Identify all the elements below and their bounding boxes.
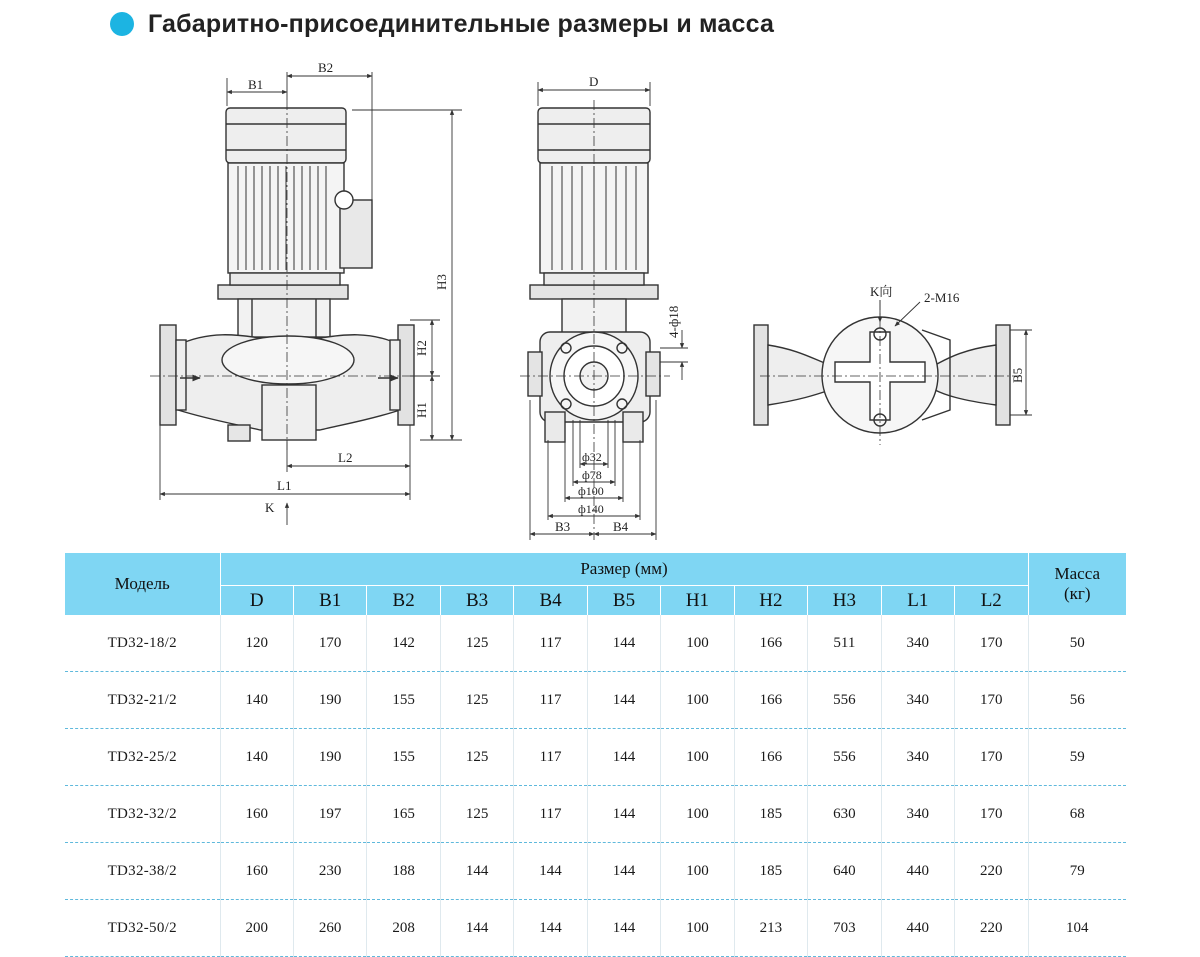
column-header-row [65, 586, 1126, 616]
cell-b2: 155 [367, 729, 440, 786]
cell-b2: 142 [367, 615, 440, 672]
cell-d: 140 [220, 729, 293, 786]
cell-h2: 166 [734, 615, 807, 672]
cell-b4: 144 [514, 900, 587, 957]
cell-l2: 170 [955, 729, 1028, 786]
cell-b5: 144 [587, 786, 660, 843]
header-mass-line1: Масса [1054, 564, 1100, 583]
column-header-b5: B5 [587, 586, 660, 616]
cell-l1: 440 [881, 900, 954, 957]
cell-b1: 170 [293, 615, 366, 672]
cell-h1: 100 [661, 843, 734, 900]
header-mass-line2: (кг) [1063, 584, 1091, 603]
cell-b1: 230 [293, 843, 366, 900]
column-header-b1: B1 [293, 586, 366, 616]
cell-b1: 190 [293, 672, 366, 729]
cell-b2: 188 [367, 843, 440, 900]
cell-l2: 220 [955, 900, 1028, 957]
column-header-h2: H2 [734, 586, 807, 616]
cell-model: TD32-18/2 [65, 615, 220, 672]
cell-b1: 197 [293, 786, 366, 843]
cell-l1: 340 [881, 786, 954, 843]
cell-b1: 260 [293, 900, 366, 957]
cell-mass: 50 [1028, 615, 1126, 672]
label-l2: L2 [338, 450, 353, 465]
cell-h3: 511 [808, 615, 881, 672]
label-d32: ф32 [582, 450, 602, 464]
label-h1: H1 [414, 402, 429, 418]
cell-h1: 100 [661, 672, 734, 729]
section-header [110, 6, 774, 42]
pump-dimension-drawing [0, 50, 1200, 545]
cell-b5: 144 [587, 672, 660, 729]
cell-l1: 340 [881, 729, 954, 786]
label-d78: ф78 [582, 468, 602, 482]
cell-h3: 703 [808, 900, 881, 957]
table-row [65, 672, 1126, 729]
label-b1: B1 [248, 77, 264, 92]
cell-b3: 125 [440, 615, 513, 672]
table-row [65, 900, 1126, 957]
cell-b4: 117 [514, 615, 587, 672]
cell-b3: 144 [440, 843, 513, 900]
header-mass [1028, 553, 1126, 615]
label-k: K [265, 500, 275, 515]
header-size: Размер (мм) [220, 553, 1028, 586]
label-kview: K向 [870, 284, 893, 299]
cell-d: 200 [220, 900, 293, 957]
cell-l2: 220 [955, 843, 1028, 900]
front-view [150, 100, 420, 450]
column-header-d: D [220, 586, 293, 616]
label-l1: L1 [277, 478, 292, 493]
cell-h1: 100 [661, 786, 734, 843]
label-d140: ф140 [578, 502, 604, 516]
cell-d: 160 [220, 843, 293, 900]
cell-b5: 144 [587, 843, 660, 900]
label-m16: 2-M16 [924, 290, 960, 305]
section-title: Габаритно-присоединительные размеры и масса [148, 9, 775, 38]
column-header-h1: H1 [661, 586, 734, 616]
header-model: Модель [65, 553, 220, 615]
cell-b5: 144 [587, 900, 660, 957]
column-header-b2: B2 [367, 586, 440, 616]
cell-l2: 170 [955, 615, 1028, 672]
label-b2: B2 [318, 60, 334, 75]
cell-h1: 100 [661, 900, 734, 957]
cell-model: TD32-25/2 [65, 729, 220, 786]
column-header-l1: L1 [881, 586, 954, 616]
cell-b2: 155 [367, 672, 440, 729]
label-b4: B4 [613, 519, 629, 534]
cell-mass: 79 [1028, 843, 1126, 900]
column-header-b4: B4 [514, 586, 587, 616]
cell-l1: 340 [881, 615, 954, 672]
cell-mass: 104 [1028, 900, 1126, 957]
cell-h2: 166 [734, 729, 807, 786]
cell-d: 120 [220, 615, 293, 672]
cell-h3: 556 [808, 729, 881, 786]
cell-b1: 190 [293, 729, 366, 786]
label-d: D [589, 74, 599, 89]
cell-h1: 100 [661, 615, 734, 672]
cell-model: TD32-32/2 [65, 786, 220, 843]
cell-h3: 640 [808, 843, 881, 900]
cell-h3: 556 [808, 672, 881, 729]
cell-b4: 117 [514, 786, 587, 843]
label-d100: ф100 [578, 484, 604, 498]
table-row [65, 786, 1126, 843]
cell-b4: 144 [514, 843, 587, 900]
cell-b3: 144 [440, 900, 513, 957]
cell-model: TD32-50/2 [65, 900, 220, 957]
cell-b3: 125 [440, 729, 513, 786]
cell-l2: 170 [955, 786, 1028, 843]
cell-b5: 144 [587, 615, 660, 672]
column-header-b3: B3 [440, 586, 513, 616]
column-header-l2: L2 [955, 586, 1028, 616]
cell-b4: 117 [514, 672, 587, 729]
cell-h1: 100 [661, 729, 734, 786]
cell-model: TD32-38/2 [65, 843, 220, 900]
cell-h2: 185 [734, 786, 807, 843]
cell-mass: 56 [1028, 672, 1126, 729]
cell-h2: 185 [734, 843, 807, 900]
cell-d: 140 [220, 672, 293, 729]
cell-b3: 125 [440, 786, 513, 843]
cell-b5: 144 [587, 729, 660, 786]
table-row [65, 729, 1126, 786]
cell-h2: 213 [734, 900, 807, 957]
label-h3: H3 [434, 274, 449, 290]
table-row [65, 615, 1126, 672]
cell-l1: 440 [881, 843, 954, 900]
label-holes: 4-ф18 [666, 305, 681, 338]
cell-h3: 630 [808, 786, 881, 843]
table-row [65, 843, 1126, 900]
table-body [65, 615, 1126, 957]
cell-model: TD32-21/2 [65, 672, 220, 729]
cell-mass: 68 [1028, 786, 1126, 843]
label-h2: H2 [414, 340, 429, 356]
cell-l1: 340 [881, 672, 954, 729]
cell-b3: 125 [440, 672, 513, 729]
cell-b2: 208 [367, 900, 440, 957]
label-b5: B5 [1010, 367, 1025, 383]
cell-l2: 170 [955, 672, 1028, 729]
cell-mass: 59 [1028, 729, 1126, 786]
bullet-dot-icon [110, 12, 134, 36]
cell-d: 160 [220, 786, 293, 843]
cell-b4: 117 [514, 729, 587, 786]
dimensions-mass-table [65, 553, 1126, 957]
column-header-h3: H3 [808, 586, 881, 616]
cell-b2: 165 [367, 786, 440, 843]
cell-h2: 166 [734, 672, 807, 729]
k-view [754, 300, 1020, 445]
label-b3: B3 [555, 519, 571, 534]
